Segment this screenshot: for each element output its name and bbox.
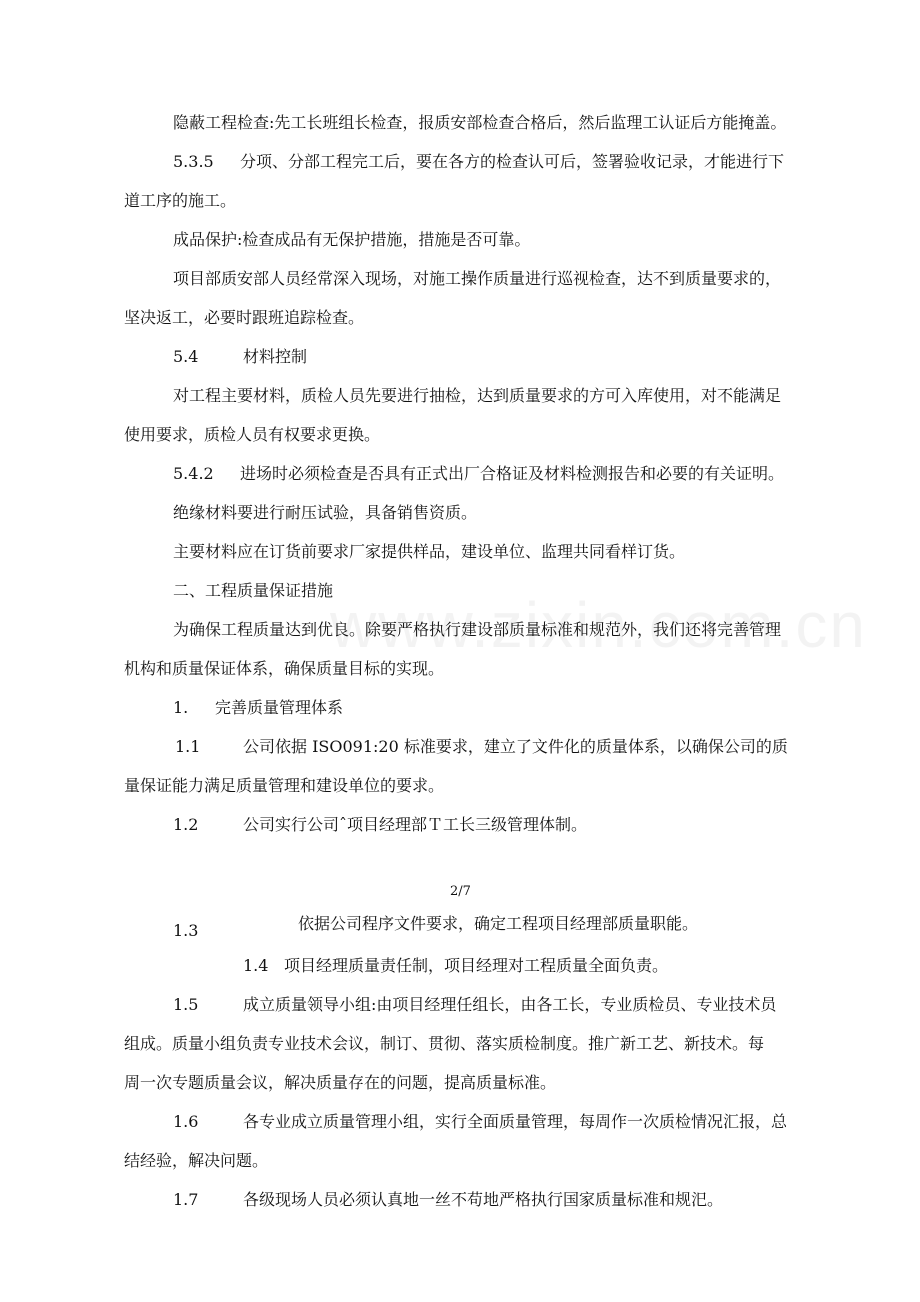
section-1-4-text: 项目经理质量责任制，项目经理对工程质量全面负责。: [284, 956, 669, 975]
section-1-2-text: 公司实行公司ˆ项目经理部Ｔ工长三级管理体制。: [243, 815, 588, 834]
paragraph-site-inspection-line-1: 项目部质安部人员经常深入现场，对施工操作质量进行巡视检查，达不到质量要求的，: [173, 269, 782, 288]
section-1-5-line-2: 组成。质量小组负责专业技术会议，制订、贯彻、落实质检制度。推广新工艺、新技术。每: [124, 1034, 765, 1053]
paragraph-insulation-material: 绝缘材料要进行耐压试验，具备销售资质。: [173, 503, 478, 522]
section-1-title: 完善质量管理体系: [215, 698, 344, 717]
paragraph-material-sampling-line-1: 对工程主要材料，质检人员先要进行抽检，达到质量要求的方可入库使用，对不能满足: [173, 386, 782, 405]
section-1-5-line-1: 成立质量领导小组:由项目经理任组长，由各工长，专业质检员、专业技术员: [243, 995, 777, 1014]
section-number-5-3-5: 5.3.5: [173, 152, 214, 171]
section-1-6-line-1: 各专业成立质量管理小组，实行全面质量管理，每周作一次质检情况汇报，总: [243, 1112, 788, 1131]
paragraph-sample-ordering: 主要材料应在订货前要求厂家提供样品，建设单位、监理共同看样订货。: [173, 542, 686, 561]
page-number: 2/7: [450, 884, 471, 899]
section-5-3-5-line-2: 道工序的施工。: [124, 191, 237, 210]
section-1-7-text: 各级现场人员必须认真地一丝不苟地严格执行国家质量标准和规汜。: [243, 1190, 724, 1209]
paragraph-quality-goal-line-1: 为确保工程质量达到优良。除要严格执行建设部质量标准和规范外，我们还将完善管理: [173, 620, 782, 639]
section-number-5-4-2: 5.4.2: [173, 464, 214, 483]
section-1-6-line-2: 结经验，解决问题。: [124, 1151, 269, 1170]
section-1-5-line-3: 周一次专题质量会议，解决质量存在的问题，提高质量标准。: [124, 1073, 557, 1092]
paragraph-finished-product-protection: 成品保护:检查成品有无保护措施，措施是否可靠。: [173, 230, 531, 249]
section-number-1-6: 1.6: [173, 1112, 199, 1131]
section-5-4-2-text: 进场时必须检查是否具有正式出厂合格证及材料检测报告和必要的有关证明。: [240, 464, 785, 483]
paragraph-quality-goal-line-2: 机构和质量保证体系，确保质量目标的实现。: [124, 659, 445, 678]
section-heading-quality-assurance: 二、工程质量保证措施: [173, 581, 334, 600]
paragraph-material-sampling-line-2: 使用要求，质检人员有权要求更换。: [124, 425, 381, 444]
section-number-1-4: 1.4: [243, 956, 269, 975]
section-1-1-line-2: 量保证能力满足质量管理和建设单位的要求。: [124, 776, 445, 795]
section-number-1-5: 1.5: [173, 995, 199, 1014]
section-number-5-4: 5.4: [173, 347, 199, 366]
section-1-1-line-1: 公司依据 ISO091:20 标准要求，建立了文件化的质量体系，以确保公司的质: [243, 737, 788, 756]
section-5-4-title: 材料控制: [243, 347, 308, 366]
section-number-1: 1.: [173, 698, 189, 717]
paragraph-site-inspection-line-2: 坚决返工，必要时跟班追踪检查。: [124, 308, 365, 327]
section-5-3-5-line-1: 分项、分部工程完工后，要在各方的检查认可后，签署验收记录，才能进行下: [240, 152, 785, 171]
section-1-3-text: 依据公司程序文件要求，确定工程项目经理部质量职能。: [298, 914, 699, 933]
paragraph-hidden-work-inspection: 隐蔽工程检查:先工长班组长检查，报质安部检查合格后，然后监理工认证后方能掩盖。: [173, 113, 787, 132]
section-number-1-3: 1.3: [173, 921, 199, 940]
section-number-1-2: 1.2: [173, 815, 199, 834]
section-number-1-7: 1.7: [173, 1190, 199, 1209]
section-number-1-1: 1.1: [175, 737, 201, 756]
